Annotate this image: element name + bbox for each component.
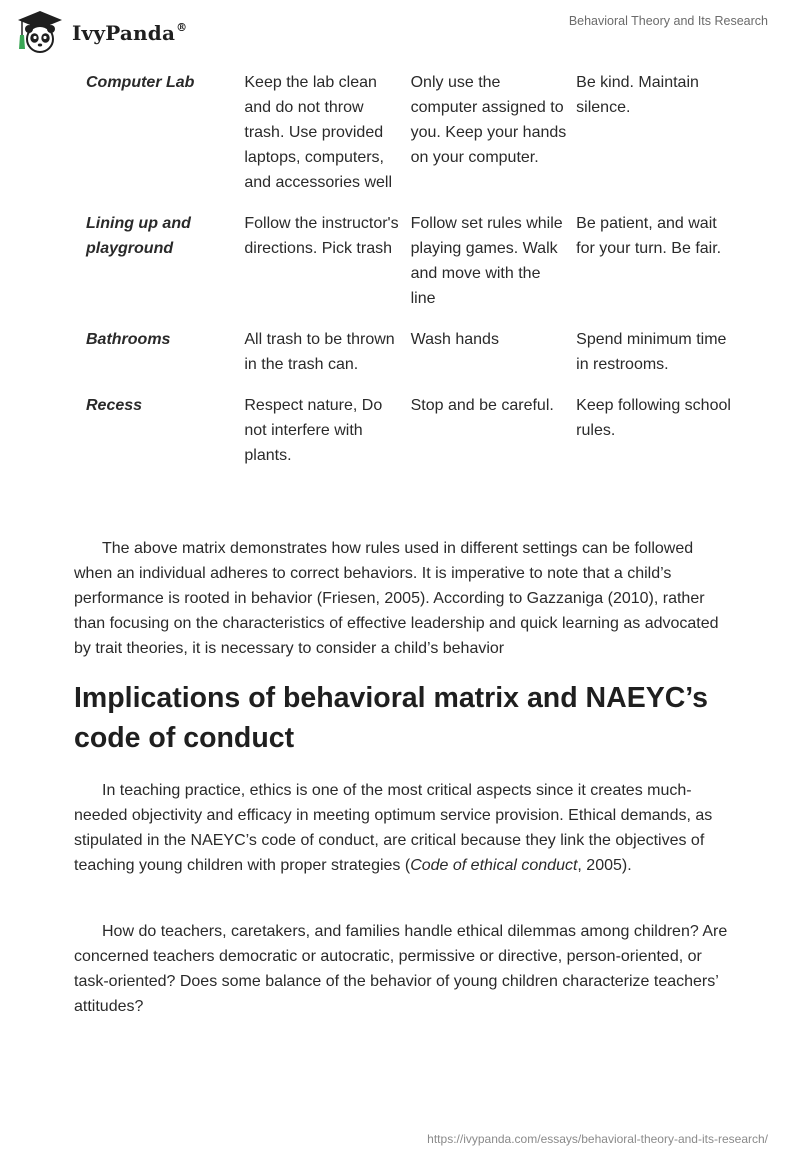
- table-row: [74, 70, 734, 211]
- table-cell: Keep the lab clean and do not throw trash. Use provided laptops, computers, and accessories well: [244, 74, 392, 191]
- body-paragraph: The above matrix demonstrates how rules used in different settings can be followed when an individual adheres to correct behaviors. It is imperative to note that a child’s performance is rooted in behavior (Friesen, 2005). According to Gazzaniga (2010), rather than focusing on the characteristics of effective leadership and quick learning as advocated by trait theories, it is necessary to consider a child’s behavior: [74, 540, 719, 657]
- citation-title: Code of ethical conduct: [410, 857, 578, 874]
- table-cell: Follow set rules while playing games. Walk and move with the line: [410, 215, 563, 307]
- panda-graduate-icon: [14, 9, 66, 55]
- setting-cell: Lining up and playground: [86, 215, 191, 257]
- table-row: [74, 211, 734, 327]
- behavior-matrix-table: [74, 70, 734, 484]
- page-header: [0, 0, 800, 60]
- body-paragraph: How do teachers, caretakers, and families handle ethical dilemmas among children? Are concerned teachers democratic or autocratic, permissive or directive, person-oriented, or task-oriented? Does some balance of the behavior of young children characterize teachers’ attitudes?: [74, 923, 728, 1015]
- table-cell: Respect nature, Do not interfere with plants.: [244, 397, 383, 464]
- table-cell: Be kind. Maintain silence.: [576, 74, 699, 116]
- table-cell: Keep following school rules.: [576, 397, 731, 439]
- brand-name: IvyPanda®: [72, 21, 188, 45]
- section-heading: Implications of behavioral matrix and NAEYC’s code of conduct: [74, 682, 709, 754]
- document-title: Behavioral Theory and Its Research: [568, 14, 768, 28]
- table-cell: Only use the computer assigned to you. Keep your hands on your computer.: [410, 74, 567, 166]
- body-paragraph: In teaching practice, ethics is one of the most critical aspects since it creates much-needed objectivity and efficacy in meeting optimum service provision. Ethical demands, as stipulated in the NAEYC’s code of conduct, are critical because they link the objectives of teaching young children with proper strategies (Code of ethical conduct, 2005).: [74, 782, 713, 874]
- setting-cell: Bathrooms: [86, 331, 171, 348]
- source-url[interactable]: https://ivypanda.com/essays/behavioral-theory-and-its-research/: [427, 1132, 768, 1146]
- table-cell: Wash hands: [410, 331, 499, 348]
- table-cell: Stop and be careful.: [410, 397, 554, 414]
- setting-cell: Computer Lab: [86, 74, 195, 91]
- table-cell: Spend minimum time in restrooms.: [576, 331, 727, 373]
- table-cell: All trash to be thrown in the trash can.: [244, 331, 395, 373]
- table-cell: Be patient, and wait for your turn. Be fair.: [576, 215, 722, 257]
- setting-cell: Recess: [86, 397, 143, 414]
- table-cell: Follow the instructor's directions. Pick trash: [244, 215, 399, 257]
- table-row: [74, 393, 734, 484]
- table-row: [74, 327, 734, 393]
- ivypanda-logo[interactable]: [14, 9, 187, 55]
